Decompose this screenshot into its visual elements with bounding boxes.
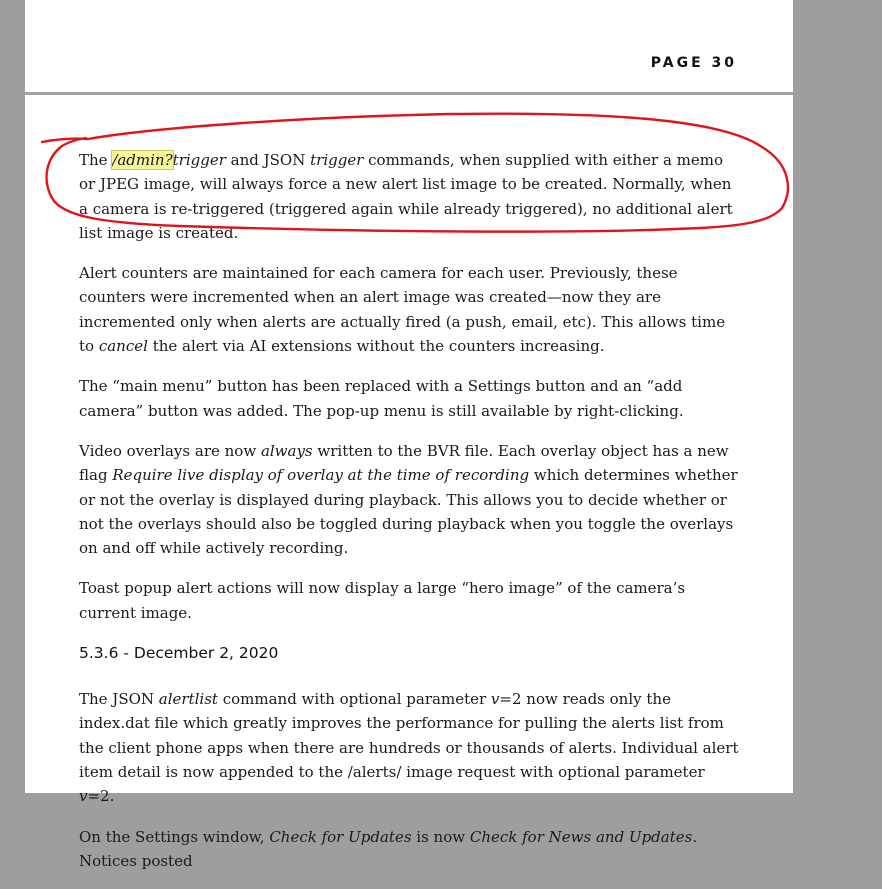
text-run: Alert counters are maintained for each camera for each user. Previously, these counters were incremented when an alert image was created—now they are incremented only when alerts are actually fired (a push, email, etc). This allows time to [79, 264, 726, 356]
text-run: written to the BVR file. Each overlay object has a new flag [79, 441, 729, 485]
paragraph-video-overlays [79, 439, 743, 560]
italic-text: Check for News and Updates [469, 827, 693, 846]
paragraph-json-alertlist [79, 687, 743, 808]
italic-text: v [79, 787, 88, 806]
section-heading: 5.3.6 - December 2, 2020 [79, 644, 279, 663]
text-run: commands, when supplied with either a memo or JPEG image, will always force a new alert list image to be created. Normally, when a camera is re-triggered (triggered again while already triggered), no additional alert list image is created. [79, 151, 733, 242]
highlighted-text: /admin? [112, 151, 173, 169]
italic-text: v [490, 690, 500, 709]
text-run: The [79, 151, 113, 169]
text-run: and JSON [225, 151, 311, 169]
paragraph-settings-window [79, 825, 743, 874]
italic-text: cancel [98, 337, 148, 356]
text-run: =2. [87, 787, 115, 806]
text-run: . Notices posted [79, 827, 698, 870]
document-page [25, 0, 793, 870]
text-run: =2 now reads only the index.dat file which greatly improves the performance for pulling the alerts list from the client phone apps when there are hundreds or thousands of alerts. Individual alert item detail is now appended to the /alerts/ image request with optional parameter [79, 690, 739, 781]
page-header [25, 0, 793, 95]
italic-text: alertlist [158, 690, 218, 709]
italic-text: always [260, 441, 313, 460]
text-run: is now [411, 827, 470, 846]
paragraph-main-menu: The “main menu” button has been replaced with a Settings button and an “add camera” button was added. The pop-up menu is still available by right-clicking. [79, 377, 684, 420]
text-run: The JSON [79, 690, 159, 709]
paragraph-trigger [79, 148, 743, 245]
text-run: On the Settings window, [79, 827, 270, 846]
paragraph-toast-popup: Toast popup alert actions will now display a large “hero image” of the camera’s current image. [79, 579, 686, 622]
italic-text: Check for Updates [269, 827, 412, 846]
page-number: PAGE 30 [650, 55, 737, 71]
text-run: Video overlays are now [79, 441, 261, 460]
document-body [79, 148, 743, 889]
text-run: command with optional parameter [217, 690, 491, 709]
paragraph-alert-counters [79, 261, 743, 358]
text-run: which determines whether or not the overlay is displayed during playback. This allows you to decide whether or not the overlays should also be toggled during playback when you toggle the overlays on and off while actively recording. [79, 466, 738, 558]
italic-text: trigger [172, 151, 226, 169]
italic-text: Require live display of overlay at the time of recording [112, 466, 530, 485]
italic-text: trigger [310, 151, 364, 169]
text-run: the alert via AI extensions without the counters increasing. [147, 337, 605, 356]
